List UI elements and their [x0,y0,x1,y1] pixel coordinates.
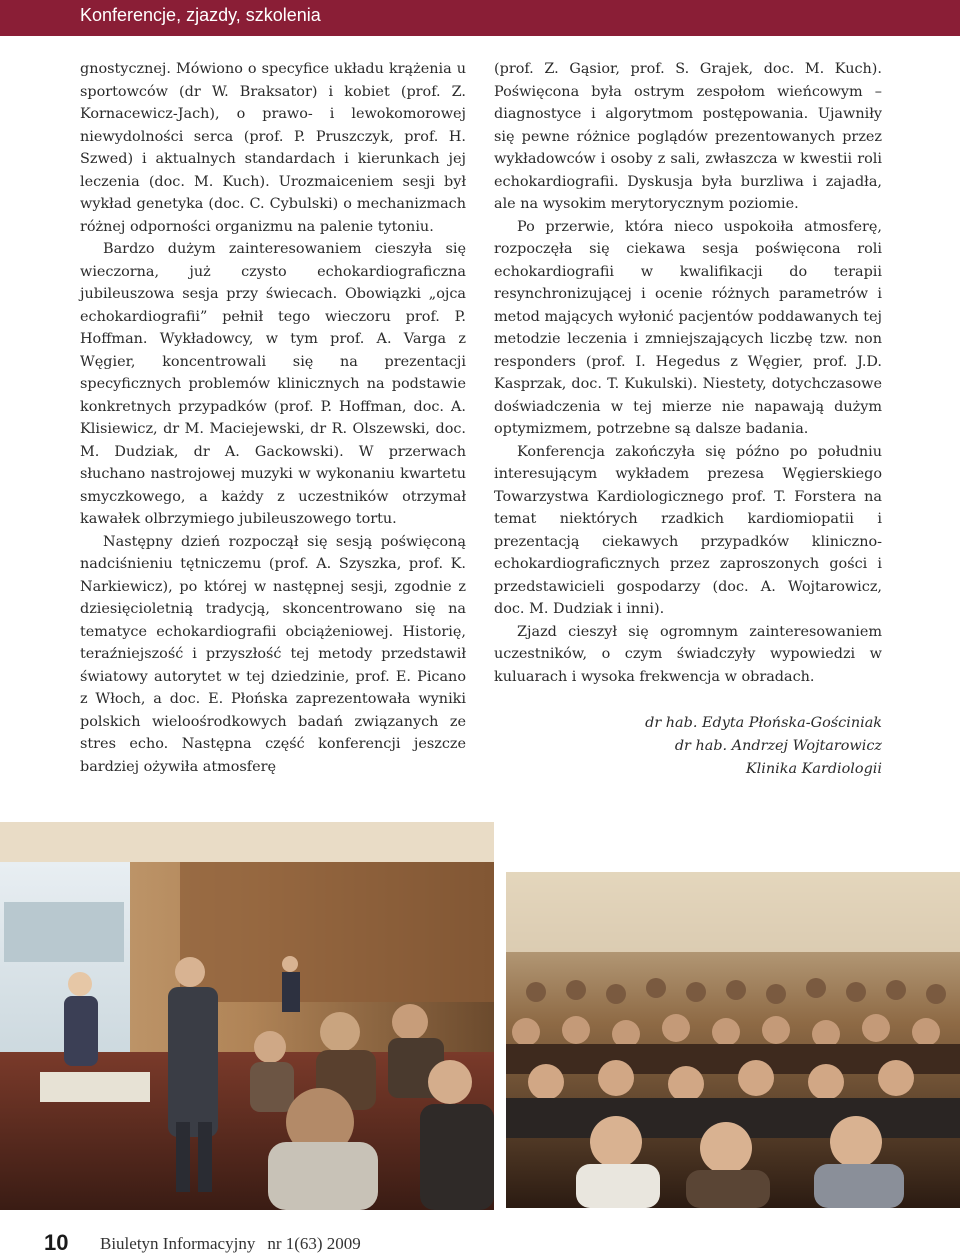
article-paragraph: (prof. Z. Gąsior, prof. S. Grajek, doc. M. Kuch). Poświęcona była ostrym zespołom wieńcowym – diagnostyce i algorytmom postępowania. Ujawniły się pewne różnice poglądów prezentowanych przez wykładowców i osoby z sali, zwłaszcza w kwestii roli echokardiografii. Dyskusja była burzliwa i zajadła, ale na wysokim merytorycznym poziomie. [494,61,882,212]
article-paragraph: Bardzo dużym zainteresowaniem cieszyła się wieczorna, już czysto echokardiograficzna jubileuszowa sesja przy świecach. Obowiązki „ojca echokardiografii” pełnił tego wieczoru prof. P. Hoffman. Wykładowcy, w tym prof. A. Varga z Węgier, koncentrowali się na prezentacji specyficznych problemów klinicznych na podstawie konkretnych przypadków (prof. P. Hoffman, doc. A. Klisiewicz, dr M. Maciejewski, dr R. Olszewski, doc. M. Dudziak, dr A. Gackowski). W przerwach słuchano nastrojowej muzyki w wykonaniu kwartetu smyczkowego, a każdy z uczestników otrzymał kawałek olbrzymiego jubileuszowego tortu. [80,241,466,527]
photo-conference-audience [506,872,960,1208]
publication-issue: nr 1(63) 2009 [267,1234,361,1253]
photo-audience-image [506,872,960,1208]
article-paragraph: Następny dzień rozpoczął się sesją poświęconą nadciśnieniu tętniczemu (prof. A. Szyszka, prof. K. Narkiewicz), po której w następnej sesji, zgodnie z dziesięcioletnią tradycją, skoncentrowano się na tematyce echokardiografii obciążeniowej. Historię, teraźniejszość i przyszłość tej metody przedstawił światowy autorytet w tej dziedzinie, prof. E. Picano z Włoch, a doc. E. Płońska zaprezentowała wyniki polskich wieloośrodkowych badań związanych ze stres echo. Następna część konferencji jeszcze bardziej ożywiła atmosferę [80,533,466,775]
article-signature [560,712,882,781]
section-title: Konferencje, zjazdy, szkolenia [80,5,321,25]
signature-author: dr hab. Andrzej Wojtarowicz [674,738,882,754]
article-paragraph: gnostycznej. Mówiono o specyfice układu krążenia u sportowców (dr W. Braksator) i kobiet (prof. Z. Kornacewicz-Jach), o prawo- i lewokomorowej niewydolności serca (prof. P. Pruszczyk, prof. H. Szwed) i aktualnych standardach i kierunkach jej leczenia (doc. M. Kuch). Urozmaiceniem sesji był wykład genetyka (doc. C. Cybulski) o mechanizmach różnej odporności organizmu na palenie tytoniu. [80,61,466,235]
photo-conference-speaker [0,822,494,1210]
signature-author: dr hab. Edyta Płońska-Gościniak [645,715,882,731]
article-paragraph: Zjazd cieszył się ogromnym zainteresowaniem uczestników, o czym świadczyły wypowiedzi w kuluarach i wysoka frekwencja w obradach. [494,623,882,685]
article-column-right [494,58,882,688]
photo-speaker-image [0,822,494,1210]
signature-affiliation: Klinika Kardiologii [745,761,882,777]
publication-title [100,1234,361,1254]
page-number: 10 [44,1230,69,1255]
publication-name: Biuletyn Informacyjny [100,1234,256,1253]
section-header-bar [0,0,960,36]
article-paragraph: Po przerwie, która nieco uspokoiła atmosferę, rozpoczęła się ciekawa sesja poświęcona roli echokardiografii w kwalifikacji do terapii resynchronizującej i ocenie różnych parametrów i metod mających wyłonić pacjentów poddawanych tej metodzie leczenia i zmniejszających liczbę tzw. non responders (prof. I. Hegedus z Węgier, prof. J.D. Kasprzak, doc. T. Kukulski). Niestety, dotychczasowe doświadczenia w tej mierze nie napawają dużym optymizmem, potrzebne są dalsze badania. [494,218,882,437]
page-footer [0,1222,960,1258]
article-column-left [80,58,466,778]
article-paragraph: Konferencja zakończyła się późno po południu interesującym wykładem prezesa Węgierskiego Towarzystwa Kardiologicznego prof. T. Forstera na temat niektórych rzadkich kardiomiopatii i prezentacją ciekawych przypadków kliniczno-echokardiograficznych przez zaproszonych gości i przedstawicieli gospodarzy (doc. A. Wojtarowicz, doc. M. Dudziak i inni). [494,443,882,617]
